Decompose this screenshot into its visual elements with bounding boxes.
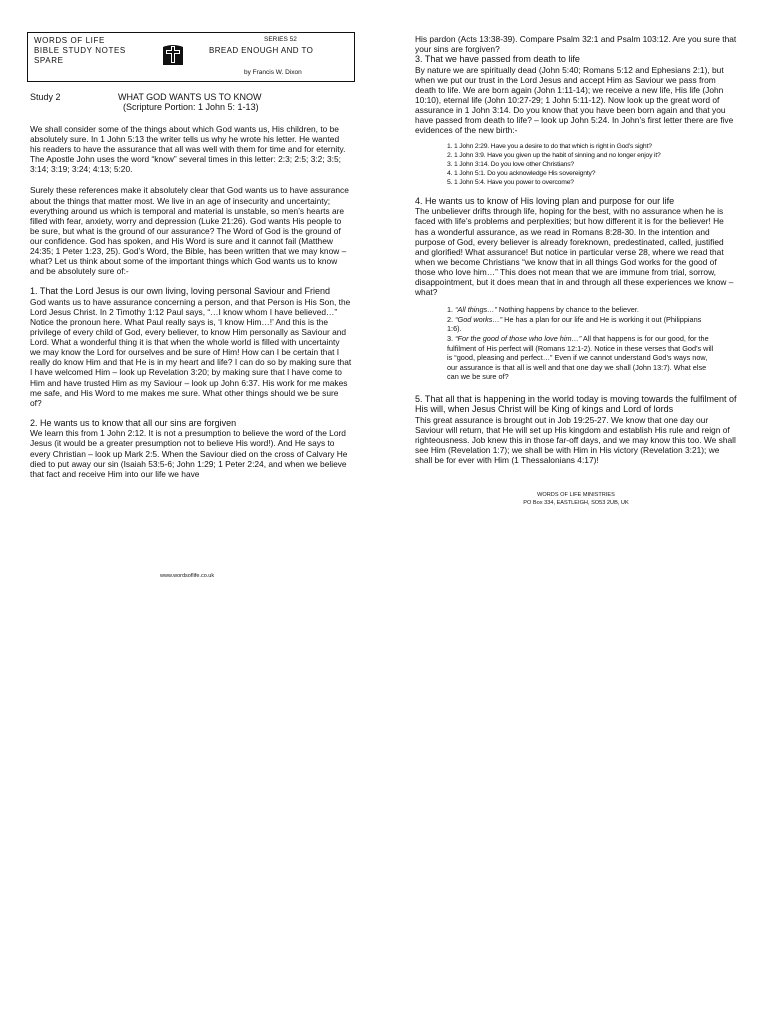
evidence-list (415, 143, 737, 188)
point-3-heading: 3. That we have passed from death to life (415, 54, 580, 65)
sub-point-2-quote: “God works…” (455, 314, 503, 324)
left-column (30, 124, 352, 479)
list-item: 2. 1 John 3:9. Have you given up the habit of sinning and no longer enjoy it? (447, 152, 661, 160)
header-line-1: WORDS OF LIFE (34, 36, 105, 45)
point-4-body: The unbeliever drifts through life, hoping for the best, with no assurance when he is faced with life’s problems and perplexities; but how different it is for the believer! He has a wonderful assurance, as we read in Romans 8:28-30. In the intention and purpose of God, every believer is already foreknown, predestinated, called, justified and glorified! What assurance! But notice in particular verse 28, where we read that when we become Christians “we know that in all things God works for the good of those who love him…” This does not mean that we are immune from trial, sorrow, disappointment, but it does mean that in and through all these experiences we know – what? (415, 206, 734, 298)
header-line-2: BIBLE STUDY NOTES (34, 46, 126, 55)
sub-point-2-text: He has a plan for our life and He is working it out (Philippians 1:6). (447, 314, 702, 334)
sub-point-3: 3. “For the good of those who love him…” All that happens is for our good, for the fulfilment of His perfect will (Romans 12:1-2). Notice in these verses that God’s will is “good, pleasing and perfect…” Even if we cannot understand God’s ways now, our assurance is that all is well and that one day we shall (John 13:7). What else can we be sure of? (447, 334, 714, 382)
sub-point-1-text: Nothing happens by chance to the believer. (496, 305, 639, 315)
point-5-heading: 5. That all that is happening in the world today is moving towards the fulfilment of His will, when Jesus Christ will be King of kings and Lord of lords (415, 393, 737, 415)
sub-point-3-text: All that happens is for our good, for the fulfilment of His perfect will (Romans 12:1-2). Notice in these verses that God’s will is “good, pleasing and perfect…” Even if we cannot understand God’s ways now, our assurance is that all is well and that one day we shall (John 13:7). What else can we be sure of? (447, 334, 714, 382)
author-line: by Francis W. Dixon (244, 69, 302, 76)
list-item: 3. 1 John 3:14. Do you love other Christians? (447, 161, 575, 169)
point-4-heading: 4. He wants us to know of His loving plan and purpose for our life (415, 195, 675, 206)
continued-paragraph: His pardon (Acts 13:38-39). Compare Psalm 32:1 and Psalm 103:12. Are you sure that your sins are forgiven? (415, 34, 737, 55)
list-item: 1. 1 John 2:29. Have you a desire to do that which is right in God’s sight? (447, 143, 652, 151)
point-1-heading: 1. That the Lord Jesus is our own living, loving personal Saviour and Friend (30, 286, 331, 297)
point-2-heading: 2. He wants us to know that all our sins are forgiven (30, 417, 237, 428)
intro-paragraph-2: Surely these references make it absolutely clear that God wants us to have assurance about the things that matter most. We live in an age of insecurity and uncertainty; everything around us which is temporal and material is unstable, so men’s hearts are filled with fear, anxiety, worry and depression (Luke 21:26). God wants His people to be sure, but what is the ground of our assurance? The Word of God is the ground of our confidence. God has spoken, and His Word is sure and it cannot fail (Matthew 24:35; 1 Peter 1:23, 25). God’s Word, the Bible, has been written that we may know – what? Let us think about some of the important things which God wants us to know and be absolutely sure of:- (30, 185, 349, 277)
list-item: 5. 1 John 5:4. Have you power to overcome? (447, 178, 574, 186)
footer-organization: WORDS OF LIFE MINISTRIES (537, 492, 615, 498)
website-link[interactable]: www.wordsoflife.co.uk (160, 573, 215, 579)
right-column (415, 34, 737, 465)
sub-point-2: 2. “God works…” He has a plan for our life and He is working it out (Philippians 1:6). (447, 314, 702, 334)
study-title: WHAT GOD WANTS US TO KNOW (118, 92, 262, 102)
sub-point-3-quote: “For the good of those who love him…” (455, 334, 582, 343)
list-item: 4. 1 John 5:1. Do you acknowledge His sovereignty? (447, 170, 596, 178)
header-box (27, 32, 355, 82)
sub-point-1-quote: “All things…” (455, 305, 497, 315)
point-3-body: By nature we are spiritually dead (John 5:40; Romans 5:12 and Ephesians 2:1), but when we put our trust in the Lord Jesus and accept Him as Saviour we pass from death to life. We are born again (John 1:11-14); we receive a new life, His life (John 10:10), eternal life (John 10:27-29; 1 John 5:11-12). Now look up the great word of assurance in 1 John 3:14. Do you know that you have been born again and that you have passed from death to life? – look up John 5:24. In John’s first letter there are five evidences of the new birth:- (415, 64, 734, 136)
cross-logo-icon (160, 41, 186, 67)
study-number: Study 2 (30, 92, 61, 102)
sub-point-list (415, 305, 715, 382)
sub-point-1: 1. “All things…” Nothing happens by chance to the believer. (447, 305, 639, 315)
footer (415, 492, 737, 507)
header-line-3: SPARE (34, 56, 64, 65)
footer-address: PO Box 334, EASTLEIGH, SO53 2UB, UK (523, 499, 629, 506)
point-1-body: God wants us to have assurance concerning a person, and that Person is His Son, the Lord Jesus Christ. In 2 Timothy 1:12 Paul says, “…I know whom I have believed…” Notice the pronoun here. What Paul really says is, ‘I know Him…!’ And this is the privilege of every child of God, every believer, to know Him personally as Saviour and Lord. What a wonderful thing it is that when the whole world is filled with uncertainty we may know the Lord for ourselves and be sure of Him! How can I be certain that I really do know Him and that He is in my heart and life? I can do so by making sure that I have welcomed Him – look up Revelation 3:20; by making sure that I have come to Him and have trusted Him as my Saviour – look up John 6:37. His work for me makes me safe, and His Word to me makes me sure. What other things should we be sure of? (30, 296, 352, 408)
scripture-portion: (Scripture Portion: 1 John 5: 1-13) (123, 102, 259, 112)
series-title: BREAD ENOUGH AND TO (209, 46, 314, 55)
intro-paragraph-1: We shall consider some of the things about which God wants us, His children, to be absolutely sure. In 1 John 5:13 the writer tells us why he wrote his letter. He wanted his readers to have the assurance that all was well with them for time and for eternity. The Apostle John uses the word “know” several times in this letter: 2:3; 2:5; 3:2; 3:5; 3:14; 3:19; 3:24; 4:13; 5:20. (30, 124, 346, 175)
point-5-body: This great assurance is brought out in Job 19:25-27. We know that one day our Saviour will return, that He will set up His kingdom and establish His rule and reign of righteousness. Job knew this in those far-off days, and we may know this too. We shall see Him (Revelation 1:7); we shall be with Him in His victory (Revelation 3:21); we shall be for ever with Him (1 Thessalonians 4:17)! (415, 414, 736, 466)
series-label: SERIES 52 (264, 36, 297, 43)
point-2-body: We learn this from 1 John 2:12. It is not a presumption to believe the word of the Lord Jesus (it would be a greater presumption not to believe His word!). And He says to every Christian – look up Mark 2:5. When the Saviour died on the cross of Calvary He died to put away our sin (Isaiah 53:5-6; John 1:29; 1 Peter 2:24, and when we believe that fact and receive Him into our life we have (30, 428, 348, 479)
